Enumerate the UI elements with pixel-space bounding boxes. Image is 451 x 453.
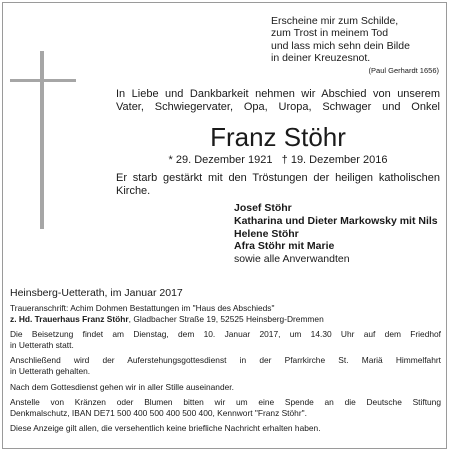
mourner: Katharina und Dieter Markowsky mit Nils bbox=[234, 214, 438, 227]
burial-line: Die Beisetzung findet am Dienstag, dem 10. Januar 2017, um 14.30 Uhr auf dem Friedhof bbox=[10, 329, 441, 340]
poem-line: in deiner Kreuzesnot. bbox=[271, 51, 371, 64]
mass-line: in Uetterath gehalten. bbox=[10, 365, 91, 376]
deceased-name: Franz Stöhr bbox=[210, 122, 346, 152]
donation-line: Denkmalschutz, IBAN DE71 500 400 500 400 500 400, Kennwort "Franz Stöhr". bbox=[10, 407, 307, 418]
donation-line: Anstelle von Kränzen oder Blumen bitten wir um eine Spende an die Deutsche Stiftung bbox=[10, 397, 441, 408]
poem-line: zum Trost in meinem Tod bbox=[271, 27, 389, 40]
mass-line: Anschließend wird der Auferstehungsgottesdienst in der Pfarrkirche St. Mariä Himmelfahrt bbox=[10, 355, 441, 366]
poem bbox=[271, 15, 410, 64]
faith-line: Er starb gestärkt mit den Tröstungen der heiligen katholischen bbox=[116, 172, 440, 184]
address-street: , Gladbacher Straße 19, 52525 Heinsberg-Dremmen bbox=[128, 313, 324, 324]
faith-text bbox=[116, 172, 440, 198]
poem-line: und lass mich sehn dein Bilde bbox=[271, 39, 410, 52]
intro-line: In Liebe und Dankbarkeit nehmen wir Abschied von unserem bbox=[116, 88, 440, 100]
burial-line: in Uetterath statt. bbox=[10, 339, 74, 350]
mourner: Helene Stöhr bbox=[234, 227, 299, 240]
notice-line: Diese Anzeige gilt allen, die versehentlich keine briefliche Nachricht erhalten haben. bbox=[10, 423, 321, 434]
address-recipient: z. Hd. Trauerhaus Franz Stöhr bbox=[10, 313, 129, 324]
faith-line: Kirche. bbox=[116, 185, 151, 197]
notes-section bbox=[10, 303, 441, 434]
place-date: Heinsberg-Uetterath, im Januar 2017 bbox=[10, 287, 183, 299]
address-line bbox=[10, 314, 441, 325]
mourners-closing: sowie alle Anverwandten bbox=[234, 253, 350, 266]
address-line: Traueranschrift: Achim Dohmen Bestattungen im "Haus des Abschieds" bbox=[10, 303, 275, 313]
cross-icon bbox=[40, 51, 44, 229]
mourners-list bbox=[234, 202, 438, 266]
poem-attribution: (Paul Gerhardt 1656) bbox=[368, 66, 439, 75]
poem-line: Erscheine mir zum Schilde, bbox=[271, 15, 399, 27]
intro-line: Vater, Schwiegervater, Opa, Uropa, Schwager und Onkel bbox=[116, 101, 440, 113]
mourner: Afra Stöhr mit Marie bbox=[234, 240, 335, 253]
life-dates: * 29. Dezember 1921 † 19. Dezember 2016 bbox=[168, 154, 388, 166]
prayer-line: Nach dem Gottesdienst gehen wir in aller Stille auseinander. bbox=[10, 381, 234, 392]
mourner: Josef Stöhr bbox=[234, 202, 292, 214]
cross-icon-bar bbox=[10, 79, 76, 82]
intro-text bbox=[116, 88, 440, 114]
